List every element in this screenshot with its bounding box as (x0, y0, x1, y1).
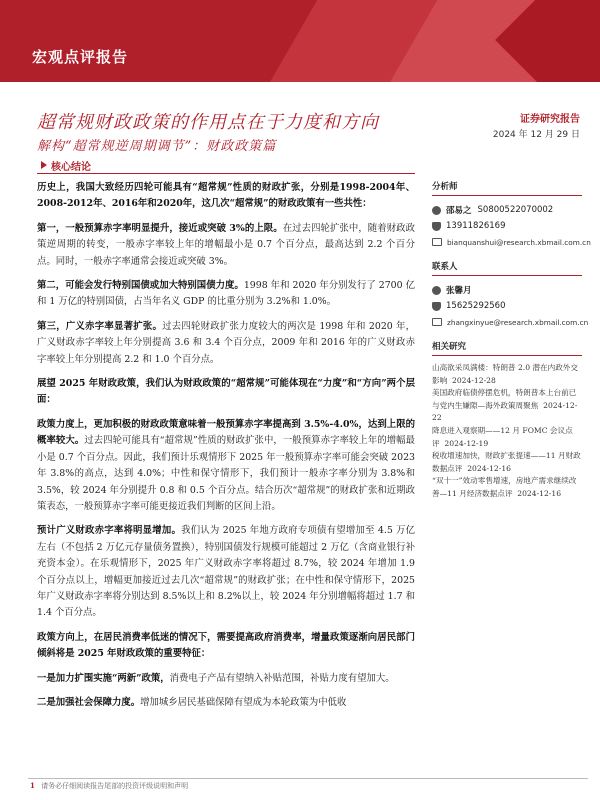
sidebar (432, 180, 591, 501)
related-item[interactable]: 美国政府临债停摆危机，特朗普本上台前已与党内生嫌隙—海外政策周聚焦 2024-12-22 (432, 388, 578, 423)
footer-disclaimer: 请务必仔细阅读报告尾部的投资评级说明和声明 (41, 782, 189, 790)
phone-icon (432, 222, 441, 231)
triangle-icon (41, 161, 47, 169)
paragraph: 政策力度上，更加积极的财政政策意味着一般预算赤字率提高到 3.5%-4.0%，达到上限的概率较大。过去四轮可能具有“超常规”性质的财政扩张中，一般预算赤字率较上年的增幅最小是 0.7 个百分点。因此，我们预计乐观情形下 2025 年一般预算赤字率可能会突破 2023 年 3.8%的高点，达到 4.0%；中性和保守情形下，我们预计一般赤字率分别为 3.8%和 3.5%，较 2024 年分别提升 0.8 和 0.5 个百分点。结合历次“超常规”的财政扩张和近期政策表态，一般预算赤字率可能更接近我们判断的区间上沿。 (37, 418, 415, 512)
related-list (432, 362, 582, 501)
related-item[interactable]: 山高欲采凤满楼：特朗普 2.0 潜在内政外交影响 2024-12-28 (432, 363, 578, 385)
report-type: 宏观点评报告 (32, 48, 129, 66)
analyst-name: 邵易之 (446, 206, 472, 216)
brand-tag: 证券研究报告 (520, 114, 580, 125)
paragraph: 第三，广义赤字率显著扩张。过去四轮财政扩张力度较大的两次是 1998 年和 2020 年，广义财政赤字率较上年分别提高 3.6 和 3.4 个百分点，2009 年和 2016 年的广义财政赤字率较上年分别提高 2.2 和 1.0 个百分点。 (37, 320, 415, 365)
person-icon (432, 206, 441, 215)
mail-icon (432, 318, 442, 326)
page-title: 超常规财政政策的作用点在于力度和方向 (37, 112, 379, 133)
paragraph: 预计广义财政赤字率将明显增加。我们认为 2025 年地方政府专项债有望增加至 4.5 万亿左右（不包括 2 万亿元存量债务置换），特别国债发行规模可能超过 2 万亿（含商业银行补充资本金）。在乐观情形下，2025 年广义财政赤字率将超过 8.7%，较 2024 年增加 1.9 个百分点以上，增幅更加接近过去几次“超常规”的财政扩张；在中性和保守情形下，2025 年广义财政赤字率将分别达到 8.5%以上和 8.2%以上，较 2024 年分别增幅将超过 1.7 和 1.4 个百分点。 (37, 525, 415, 619)
email-row (432, 314, 589, 330)
analyst-phone: 13911826169 (446, 221, 506, 231)
page-subtitle: 解构“超常规逆周期调节”：财政政策篇 (37, 139, 277, 154)
report-date: 2024 年 12 月 29 日 (492, 130, 580, 140)
header-band (0, 0, 600, 82)
section-label: 核心结论 (51, 162, 91, 173)
related-item[interactable]: 降息进入观察期——12 月 FOMC 会议点评 2024-12-19 (432, 425, 573, 448)
paragraph: 二是加强社会保障力度。增加城乡居民基础保障有望成为本轮政策为中低收 (37, 696, 347, 708)
section-divider (37, 173, 415, 174)
sidebar-divider (432, 355, 582, 356)
contact-name: 张馨月 (446, 286, 472, 296)
paragraph: 政策方向上，在居民消费率低迷的情况下，需要提高政府消费率，增量政策逐渐向居民部门倾斜将是 2025 年财政政策的重要特征： (37, 631, 415, 660)
analyst-email[interactable]: bianquanshui@research.xbmail.com.cn (447, 237, 591, 247)
sidebar-divider (432, 275, 582, 276)
contact-phone: 15625292560 (446, 301, 506, 311)
page-number: 1 (30, 781, 35, 790)
analyst-heading: 分析师 (432, 182, 458, 192)
related-heading: 相关研究 (432, 342, 467, 352)
contact-email[interactable]: zhangxinyue@research.xbmail.com.cn (447, 317, 589, 327)
paragraph: 一是加力扩围实施“两新”政策，消费电子产品有望纳入补贴范围，补贴力度有望加大。 (37, 672, 395, 684)
analyst-row (432, 202, 582, 218)
analyst-cert: S0800522070002 (477, 205, 554, 215)
body-text (37, 180, 415, 719)
mail-icon (432, 238, 442, 246)
paragraph: 展望 2025 年财政政策，我们认为财政政策的“超常规”可能体现在“力度”和“方向”两个层面： (37, 378, 415, 406)
footer-divider (28, 778, 588, 779)
contact-row (432, 282, 582, 298)
phone-row (432, 298, 582, 314)
contact-heading: 联系人 (432, 262, 458, 272)
related-item[interactable]: “双十一”效动零售增速，房地产需求继续改善—11 月经济数据点评 2024-12-16 (432, 476, 577, 498)
footer (30, 781, 188, 791)
paragraph: 第二，可能会发行特别国债或加大特别国债力度。1998 年和 2020 年分别发行了 2700 亿和 1 万亿的特别国债，占当年名义 GDP 的比重分别为 3.2%和 1.0%。 (37, 280, 415, 308)
paragraph: 第一，一般预算赤字率明显提升，接近或突破 3%的上限。在过去四轮扩张中，随着财政政策逆周期的转变，一般赤字率较上年的增幅最小是 0.7 个百分点，最高达到 2.2 个百分点。同时，一般赤字率通常会接近或突破 3%。 (37, 222, 415, 267)
email-row (432, 234, 591, 250)
related-item[interactable]: 税收增速加快，财政扩张提速——11 月财政数据点评 2024-12-16 (432, 451, 581, 473)
phone-row (432, 218, 582, 234)
phone-icon (432, 302, 441, 311)
sidebar-divider (432, 195, 582, 196)
paragraph: 历史上，我国大致经历四轮可能具有“超常规”性质的财政扩张，分别是1998-2004年、2008-2012年、2016年和2020年，这几次“超常规”的财政政策有一些共性： (37, 182, 415, 210)
person-icon (432, 286, 441, 295)
section-header (37, 158, 415, 172)
